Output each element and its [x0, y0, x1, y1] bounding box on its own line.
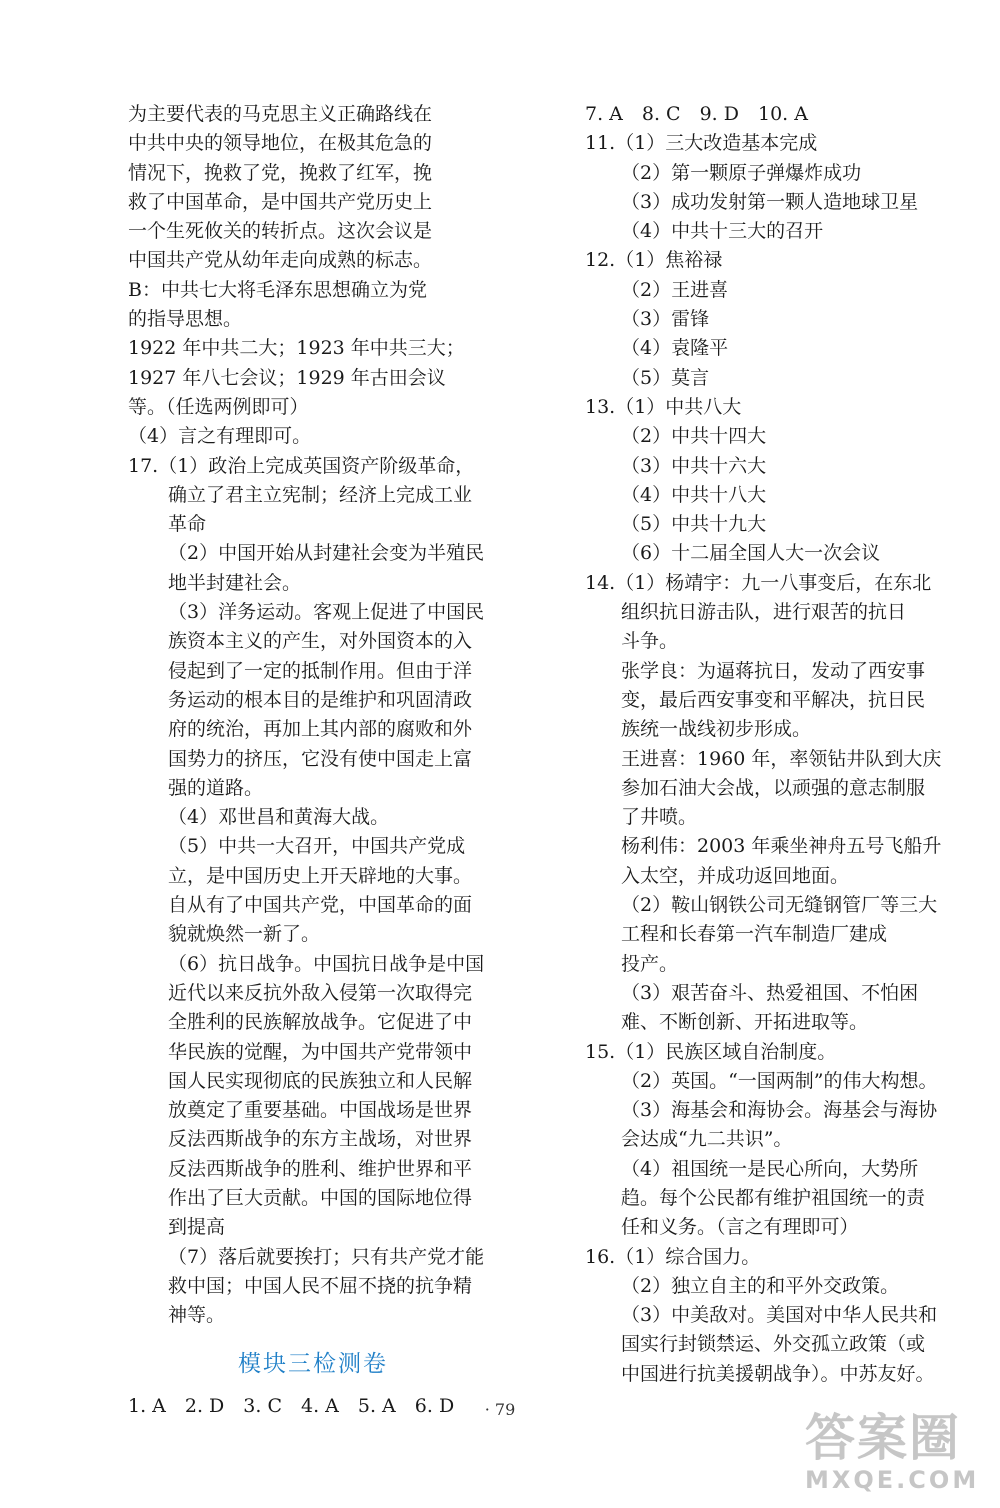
text-line: （5）莫言 — [621, 366, 710, 389]
text-line: B：中共七大将毛泽东思想确立为党 — [128, 278, 427, 301]
text-line: （3）雷锋 — [621, 308, 710, 331]
text-line: （4）邓世昌和黄海大战。 — [168, 806, 390, 829]
text-line: 16.（1）综合国力。 — [585, 1245, 761, 1268]
text-line: 确立了君主立宪制；经济上完成工业 — [168, 483, 473, 506]
text-line: 侵起到了一定的抵制作用。但由于洋 — [168, 659, 473, 682]
text-line: 斗争。 — [621, 630, 679, 653]
text-line: 会达成“九二共识”。 — [621, 1128, 793, 1151]
text-line: 中国进行抗美援朝战争）。中苏友好。 — [621, 1362, 935, 1385]
text-line: 王进喜：1960 年，率领钻井队到大庆 — [621, 747, 942, 770]
text-line: （2）英国。“一国两制”的伟大构想。 — [621, 1069, 938, 1092]
text-line: （3）中美敌对。美国对中华人民共和 — [621, 1304, 938, 1327]
text-line: 7. A 8. C 9. D 10. A — [585, 103, 808, 125]
text-line: （3）中共十六大 — [621, 454, 767, 477]
text-line: 趋。每个公民都有维护祖国统一的责 — [621, 1186, 926, 1209]
text-line: 组织抗日游击队，进行艰苦的抗日 — [621, 601, 907, 624]
text-line: 反法西斯战争的东方主战场，对世界 — [168, 1128, 473, 1151]
text-line: （5）中共一大召开，中国共产党成 — [168, 835, 466, 858]
text-line: 自从有了中国共产党，中国革命的面 — [168, 894, 473, 917]
text-line: 难、不断创新、开拓进取等。 — [621, 1011, 869, 1034]
text-line: （3）洋务运动。客观上促进了中国民 — [168, 601, 485, 624]
text-line: （2）王进喜 — [621, 278, 729, 301]
text-line: （3）成功发射第一颗人造地球卫星 — [621, 190, 919, 213]
text-line: 全胜利的民族解放战争。它促进了中 — [168, 1011, 473, 1034]
text-line: 作出了巨大贡献。中国的国际地位得 — [168, 1186, 473, 1209]
text-line: 1922 年中共二大；1923 年中共三大； — [128, 337, 465, 360]
text-line: 工程和长春第一汽车制造厂建成 — [621, 923, 888, 946]
text-line: 情况下，挽救了党，挽救了红军，挽 — [128, 161, 433, 184]
text-line: 的指导思想。 — [128, 308, 243, 331]
page-number-value: 79 — [494, 1400, 516, 1419]
answers-row: 1. A 2. D 3. C 4. A 5. A 6. D — [128, 1395, 455, 1418]
text-line: 为主要代表的马克思主义正确路线在 — [128, 103, 433, 125]
text-line: 杨利伟：2003 年乘坐神舟五号飞船升 — [621, 835, 942, 858]
text-line: （2）中国开始从封建社会变为半殖民 — [168, 542, 485, 565]
text-line: 11.（1）三大改造基本完成 — [585, 132, 818, 155]
text-line: 革命 — [168, 513, 207, 536]
text-line: 族资本主义的产生，对外国资本的入 — [168, 630, 473, 653]
text-line: 务运动的根本目的是维护和巩固清政 — [168, 688, 473, 711]
text-line: （2）第一颗原子弹爆炸成功 — [621, 161, 862, 184]
text-line: （4）言之有理即可。 — [128, 425, 312, 448]
question-number: 17. — [128, 454, 159, 477]
text-line: 立，是中国历史上开天辟地的大事。 — [168, 864, 473, 887]
text-line: 反法西斯战争的胜利、维护世界和平 — [168, 1157, 473, 1180]
text-line: （2）中共十四大 — [621, 425, 767, 448]
text-line: 强的道路。 — [168, 776, 264, 799]
section-heading: 模块三检测卷 — [238, 1351, 388, 1378]
text-line: （2）独立自主的和平外交政策。 — [621, 1274, 900, 1297]
text-line: （2）鞍山钢铁公司无缝钢管厂等三大 — [621, 894, 938, 917]
text-line: 15.（1）民族区域自治制度。 — [585, 1040, 837, 1063]
left-column — [128, 100, 498, 1422]
left-text-block-17 — [128, 481, 498, 1331]
text-line: （7）落后就要挨打；只有共产党才能 — [168, 1245, 485, 1268]
text-line: 中国共产党从幼年走向成熟的标志。 — [128, 249, 433, 272]
text-line: 救了中国革命，是中国共产党历史上 — [128, 190, 433, 213]
text-line: （4）中共十八大 — [621, 483, 767, 506]
watermark-sub: MXQE.COM — [805, 1466, 980, 1494]
text-line: 1927 年八七会议；1929 年古田会议 — [128, 366, 446, 389]
text-line: 华民族的觉醒，为中国共产党带领中 — [168, 1040, 473, 1063]
watermark-main: 答案圈 — [805, 1409, 961, 1467]
text-line: 12.（1）焦裕禄 — [585, 249, 723, 272]
text-line: 近代以来反抗外敌入侵第一次取得完 — [168, 981, 473, 1004]
text-line: 国人民实现彻底的民族独立和人民解 — [168, 1069, 473, 1092]
text-line: 救中国；中国人民不屈不挠的抗争精 — [168, 1274, 473, 1297]
text-line: 入太空，并成功返回地面。 — [621, 864, 850, 887]
text-line: （6）抗日战争。中国抗日战争是中国 — [168, 952, 485, 975]
text-line: 14.（1）杨靖宇：九一八事变后，在东北 — [585, 571, 932, 594]
page-number: · 79 — [484, 1400, 516, 1419]
left-text-block — [128, 100, 498, 452]
text-line: 任和义务。（言之有理即可） — [621, 1216, 859, 1239]
question-17-line — [128, 452, 498, 481]
text-line: 一个生死攸关的转折点。这次会议是 — [128, 220, 433, 243]
text-line: 神等。 — [168, 1304, 226, 1327]
text-line: 张学良：为逼蒋抗日，发动了西安事 — [621, 659, 926, 682]
text-line: 放奠定了重要基础。中国战场是世界 — [168, 1099, 473, 1122]
text-line: 到提高 — [168, 1216, 226, 1239]
watermark-logo — [805, 1410, 995, 1505]
text-line: （4）袁隆平 — [621, 337, 729, 360]
text-line: 投产。 — [621, 952, 679, 975]
text-line: 貌就焕然一新了。 — [168, 923, 321, 946]
text-line: 13.（1）中共八大 — [585, 395, 742, 418]
text-line: （4）中共十三大的召开 — [621, 220, 824, 243]
text-line: 等。（任选两例即可） — [128, 395, 309, 418]
text-line: 参加石油大会战，以顽强的意志制服 — [621, 776, 926, 799]
text-line: 中共中央的领导地位，在极其危急的 — [128, 132, 433, 155]
text-line: （5）中共十九大 — [621, 513, 767, 536]
text-line: 国实行封锁禁运、外交孤立政策（或 — [621, 1333, 926, 1356]
text-line: （4）祖国统一是民心所向，大势所 — [621, 1157, 919, 1180]
text-line: 府的统治，再加上其内部的腐败和外 — [168, 718, 473, 741]
text-line: （6）十二届全国人大一次会议 — [621, 542, 881, 565]
text-line: 国势力的挤压，它没有使中国走上富 — [168, 747, 473, 770]
right-column — [585, 100, 945, 1389]
text-line: 族统一战线初步形成。 — [621, 718, 812, 741]
text-line: 地半封建社会。 — [168, 571, 302, 594]
text-line: （3）艰苦奋斗、热爱祖国、不怕困 — [621, 981, 919, 1004]
text-line: 变，最后西安事变和平解决，抗日民 — [621, 688, 926, 711]
text-line: 了井喷。 — [621, 806, 698, 829]
text-line: （3）海基会和海协会。海基会与海协 — [621, 1099, 938, 1122]
question-17-text: （1）政治上完成英国资产阶级革命， — [158, 454, 475, 477]
